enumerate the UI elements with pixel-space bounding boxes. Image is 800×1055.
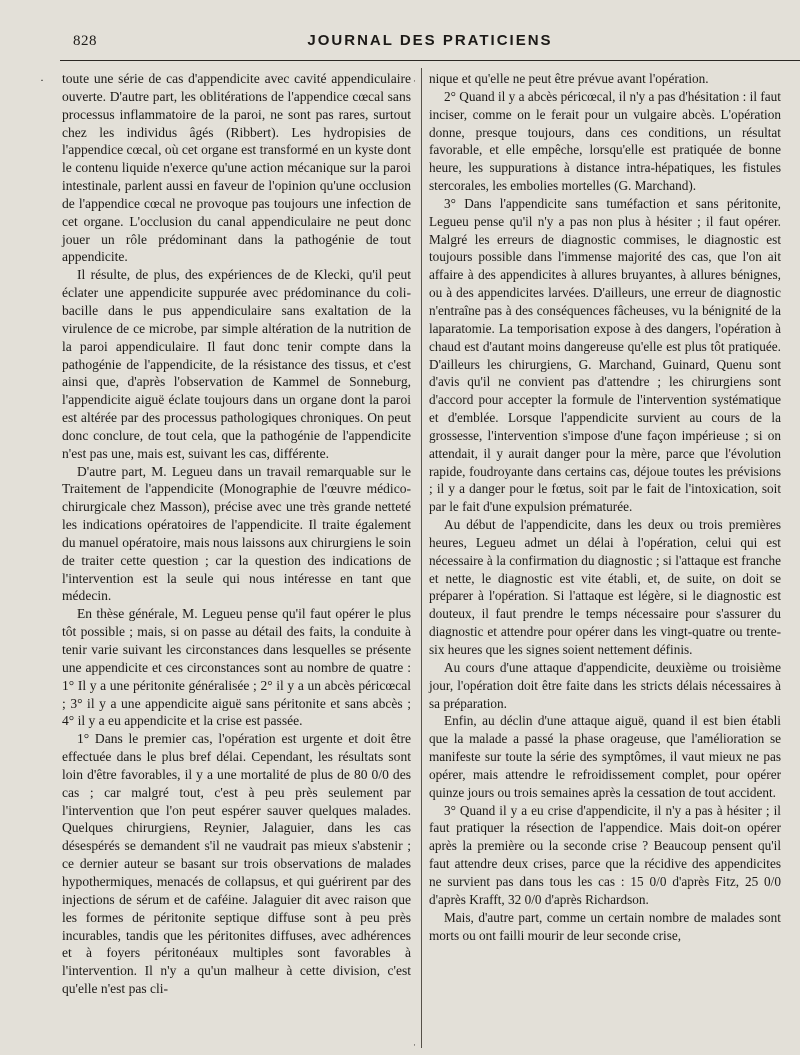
journal-title: JOURNAL DES PRATICIENS xyxy=(307,32,553,49)
paragraph: Il résulte, de plus, des expériences de de Klecki, qu'il peut éclater une appendicite suppurée avec prédominance du coli-bacille dans le pus appendiculaire sans exaltation de la virulence de ce microbe, par simple altération de la nutrition de la paroi appendiculaire. Il faut donc tenir compte dans la pathogénie de l'appendicite, de la résistance des tissus, et c'est ainsi que, d'après l'observation de Kammel de Sonneburg, l'appendicite aiguë éclate toujours dans un organe dont la paroi est altérée par des processus pathologiques chroniques. On peut donc conclure, de tout cela, que la pathogénie de l'appendicite n'est pas une, mais est, suivant les cas, différente. xyxy=(62,267,411,461)
paragraph: En thèse générale, M. Legueu pense qu'il faut opérer le plus tôt possible ; mais, si on passe au détail des faits, la conduite à tenir varie suivant les circonstances dans lesquelles se présente une appendicite et ces circonstances sont au nombre de quatre : 1° Il y a une péritonite généralisée ; 2° il y a un abcès péricœcal ; 3° il y a une appendicite aiguë sans péritonite et sans abcès ; 4° il y a eu appendicite et la crise est passée. xyxy=(62,606,411,729)
paragraph: 3° Dans l'appendicite sans tuméfaction et sans péritonite, Legueu pense qu'il n'y a pas non plus à hésiter ; il faut opérer. Malgré les erreurs de diagnostic commises, le diagnostic est toujours possible dans l'immense majorité des cas, que l'on ait affaire à des appendicites à allures bruyantes, à allures bénignes, ou à des appendicites larvées. D'ailleurs, une erreur de diagnostic n'entraîne pas à des conséquences fâcheuses, vu la bénignité de la laparatomie. La temporisation expose à des dangers, l'opération à chaud est d'autant moins dangereuse qu'elle est plus tôt pratiquée. D'ailleurs les chirurgiens, G. Marchand, Guinard, Quenu sont d'avis qu'il ne convient pas d'attendre ; les chirurgiens sont d'accord pour accepter la formule de l'intervention systématique et d'emblée. Lorsque l'appendicite survient au cours de la grossesse, l'intervention s'impose d'une façon impérieuse ; si on attendait, il y aurait danger pour la mère, parce que l'évolution rapide, foudroyante dans certains cas, déjoue toutes les prévisions ; il y a danger pour le fœtus, soit par le fait de l'intoxication, soit par le fait d'une expulsion prématurée. xyxy=(429,195,781,515)
paragraph: Au cours d'une attaque d'appendicite, deuxième ou troisième jour, l'opération doit être faite dans les stricts délais nécessaires à sa préparation. xyxy=(429,659,781,711)
margin-mark: · xyxy=(413,1040,416,1050)
paragraph: nique et qu'elle ne peut être prévue avant l'opération. xyxy=(429,71,709,86)
paragraph: D'autre part, M. Legueu dans un travail remarquable sur le Traitement de l'appendicite (Monographie de l'œuvre médico-chirurgicale chez Masson), précise avec une très grande netteté les indications opératoires de l'appendicite. Il traite également du manuel opératoire, mais nous laissons aux chirurgiens le soin de traiter cette question ; car la question des indications de l'intervention est la seule qui nous intéresse en tant que médecin. xyxy=(62,463,411,604)
paragraph: Enfin, au déclin d'une attaque aiguë, quand il est bien établi que la malade a passé la phase orageuse, que l'amélioration se manifeste sur toute la série des symptômes, il vaut mieux ne pas opérer, mais attendre le refroidissement complet, pour opérer quinze jours ou trois semaines après la cessation de tout accident. xyxy=(429,713,781,800)
paragraph: 1° Dans le premier cas, l'opération est urgente et doit être effectuée dans le plus bref délai. Cependant, les résultats sont loin d'être favorables, il y a une mortalité de plus de 80 0/0 des cas ; car malgré tout, c'est à peu près seulement par l'intervention que l'on peut espérer sauver quelques malades. Quelques chirurgiens, Reynier, Jalaguier, dans les cas désespérés se demandent s'il ne vaudrait pas mieux s'abstenir ; ce dernier auteur se basant sur trois observations de malades hypothermiques, menacés de collapsus, et qui guérirent par des injections de sérum et de caféine. Jalaguier dit avec raison que les formes de péritonite septique diffuse sont à peu près incurables, tandis que les péritonites diffuses, avec adhérences et à foyers péritonéaux multiples sont favorables à l'intervention. Il n'y a qu'un malheur à cette division, c'est qu'elle n'est pas cli- xyxy=(62,731,411,997)
page-number: 828 xyxy=(73,33,97,49)
right-column xyxy=(429,70,781,944)
header-rule xyxy=(60,60,800,61)
paragraph: Mais, d'autre part, comme un certain nombre de malades sont morts ou ont failli mourir de leur seconde crise, xyxy=(429,909,781,943)
running-header xyxy=(0,30,800,56)
paragraph: 3° Quand il y a eu crise d'appendicite, il n'y a pas à hésiter ; il faut pratiquer la résection de l'appendice. Mais doit-on opérer après la première ou la seconde crise ? Beaucoup pensent qu'il faut attendre deux crises, parce que la récidive des appendicites ne survient pas dans tous les cas : 15 0/0 d'après Fitz, 25 0/0 d'après Krafft, 32 0/0 d'après Richardson. xyxy=(429,802,781,907)
left-column xyxy=(62,70,411,998)
paragraph: toute une série de cas d'appendicite avec cavité appendiculaire ouverte. D'autre part, les oblitérations de l'appendice cœcal sans processus inflammatoire de la paroi, ne sont pas rares, surtout chez les individus âgés (Ribbert). Les hydropisies de l'appendice cœcal, où cet organe est transformé en un kyste dont le contenu liquide n'exerce qu'une action mécanique sur la paroi intestinale, parlent aussi en faveur de l'opinion qu'une occlusion de l'appendice cœcal ne provoque pas toujours une infection de cet organe. L'occlusion du canal appendiculaire ne peut donc jouer un rôle prédominant dans la pathogénie de tout appendicite. xyxy=(62,71,411,265)
paragraph: 2° Quand il y a abcès péricœcal, il n'y a pas d'hésitation : il faut inciser, comme on le ferait pour un vulgaire abcès. L'opération donne, presque toujours, dans ces conditions, un résultat favorable, et elle empêche, lorsqu'elle est pratiquée de bonne heure, les suppurations à distance intra-hépatiques, les fistules stercorales, les embolies mortelles (G. Marchand). xyxy=(429,88,781,194)
column-divider xyxy=(421,68,422,1048)
margin-mark: · xyxy=(413,76,416,86)
paragraph: Au début de l'appendicite, dans les deux ou trois premières heures, Legueu admet un délai à l'opération, celui qui est nécessaire à la confirmation du diagnostic ; si l'attaque est franche et nette, le diagnostic est vite établi, et, de suite, on doit se préparer à l'opération. Si l'attaque est légère, si le diagnostic est douteux, il faut prendre le temps nécessaire pour s'assurer du diagnostic et attendre pour opérer dans les vingt-quatre ou trente-six heures que les signes soient nettement définis. xyxy=(429,517,781,657)
margin-mark-left: · xyxy=(40,73,44,87)
